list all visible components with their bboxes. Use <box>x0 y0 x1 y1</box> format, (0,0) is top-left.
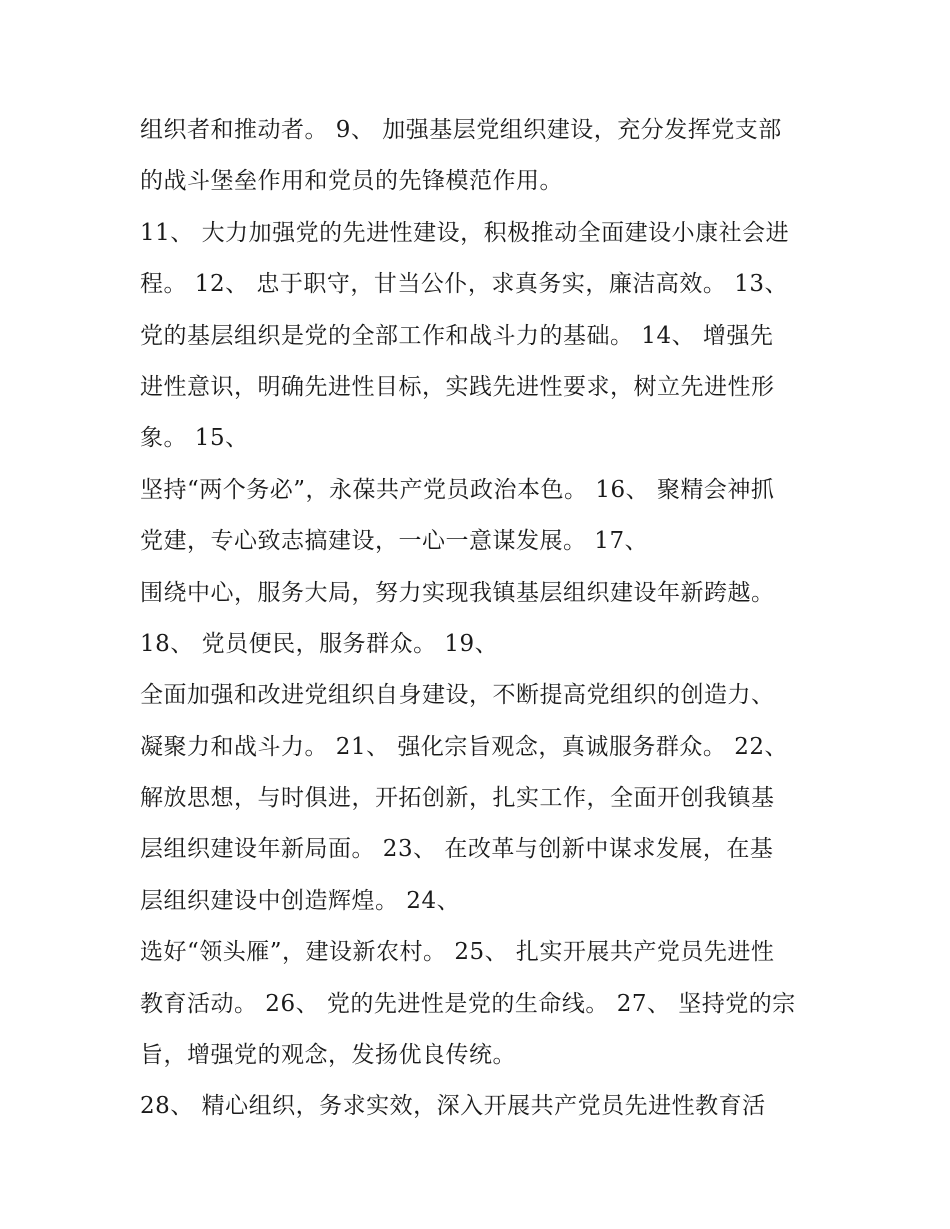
text-line: 18、 党员便民，服务群众。 19、 <box>140 630 499 657</box>
text-line: 28、 精心组织，务求实效，深入开展共产党员先进性教育活 <box>140 1093 766 1120</box>
text-line: 进性意识，明确先进性目标，实践先进性要求，树立先进性形 <box>140 373 775 400</box>
text-line: 围绕中心，服务大局，努力实现我镇基层组织建设年新跨越。 <box>140 579 775 606</box>
text-line: 解放思想，与时俱进，开拓创新，扎实工作，全面开创我镇基 <box>140 785 775 812</box>
text-line: 凝聚力和战斗力。 21、 强化宗旨观念，真诚服务群众。 22、 <box>140 733 788 760</box>
text-line: 旨，增强党的观念，发扬优良传统。 <box>140 1042 516 1069</box>
text-line: 坚持“两个务必”，永葆共产党员政治本色。 16、 聚精会神抓 <box>140 476 775 503</box>
text-line: 组织者和推动者。 9、 加强基层党组织建设，充分发挥党支部 <box>140 117 782 143</box>
text-line: 11、 大力加强党的先进性建设，积极推动全面建设小康社会进 <box>140 219 790 246</box>
text-line: 层组织建设年新局面。 23、 在改革与创新中谋求发展，在基 <box>140 836 774 863</box>
text-line: 教育活动。 26、 党的先进性是党的生命线。 27、 坚持党的宗 <box>140 990 796 1017</box>
text-line: 全面加强和改进党组织自身建设，不断提高党组织的创造力、 <box>140 682 775 709</box>
text-line: 党的基层组织是党的全部工作和战斗力的基础。 14、 增强先 <box>140 322 774 349</box>
text-line: 象。 15、 <box>140 425 249 452</box>
text-line: 的战斗堡垒作用和党员的先锋模范作用。 <box>140 168 563 195</box>
text-line: 层组织建设中创造辉煌。 24、 <box>140 887 461 914</box>
document-body <box>140 107 840 1135</box>
text-line: 党建，专心致志搞建设，一心一意谋发展。 17、 <box>140 528 649 555</box>
text-line: 程。 12、 忠于职守，甘当公仆，求真务实，廉洁高效。 13、 <box>140 271 788 298</box>
text-line: 选好“领头雁”，建设新农村。 25、 扎实开展共产党员先进性 <box>140 939 775 966</box>
